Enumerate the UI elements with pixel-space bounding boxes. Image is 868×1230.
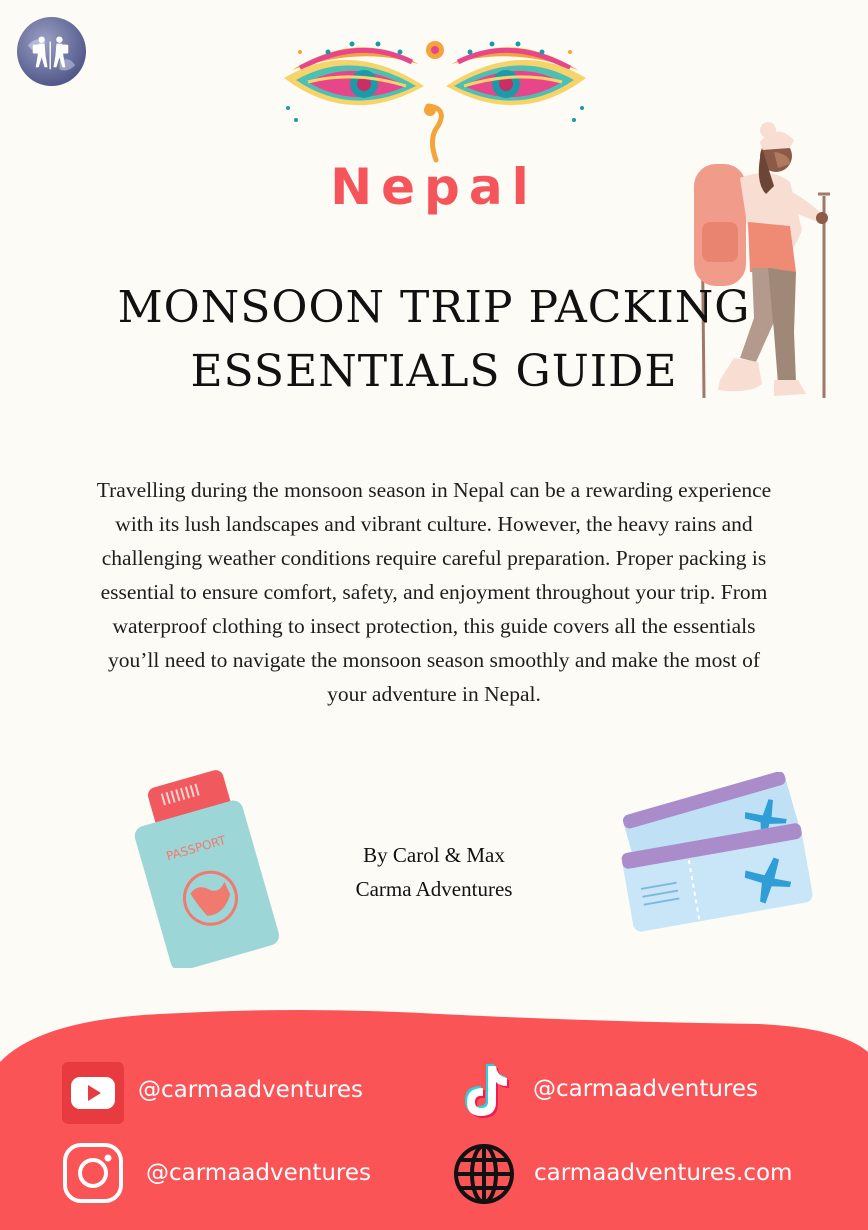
byline — [300, 838, 568, 906]
youtube-handle: @carmaadventures — [138, 1077, 364, 1103]
country-title: Nepal — [330, 158, 538, 216]
guide-title-line-1: MONSOON TRIP PACKING — [117, 282, 751, 333]
youtube-icon — [62, 1062, 124, 1124]
tiktok-icon — [455, 1060, 517, 1122]
tiktok-handle: @carmaadventures — [533, 1076, 759, 1102]
guide-title-line-2: ESSENTIALS GUIDE — [190, 346, 678, 397]
globe-icon — [452, 1142, 516, 1206]
guide-title — [0, 276, 868, 404]
instagram-icon — [62, 1142, 124, 1204]
website-link[interactable] — [452, 1142, 812, 1206]
tiktok-link[interactable] — [455, 1060, 775, 1122]
tickets-illustration-icon — [615, 772, 820, 937]
instagram-handle: @carmaadventures — [146, 1160, 372, 1186]
logo-icon — [16, 16, 87, 87]
passport-illustration-icon — [132, 768, 282, 968]
byline-authors: By Carol & Max — [363, 843, 505, 867]
buddha-eyes-icon — [280, 30, 590, 170]
byline-company: Carma Adventures — [355, 877, 513, 901]
youtube-link[interactable] — [62, 1062, 382, 1124]
instagram-link[interactable] — [62, 1142, 382, 1204]
svg-text:PASSPORT: PASSPORT — [164, 833, 228, 864]
intro-paragraph: Travelling during the monsoon season in Nepal can be a rewarding experience with its lush landscapes and vibrant culture. However, the heavy rains and challenging weather conditions require careful preparation. Proper packing is essential to ensure comfort, safety, and enjoyment throughout your trip. From waterproof clothing to insect protection, this guide covers all the essentials you’ll need to navigate the monsoon season smoothly and make the most of your adventure in Nepal. — [96, 478, 772, 706]
website-url: carmaadventures.com — [534, 1160, 793, 1186]
